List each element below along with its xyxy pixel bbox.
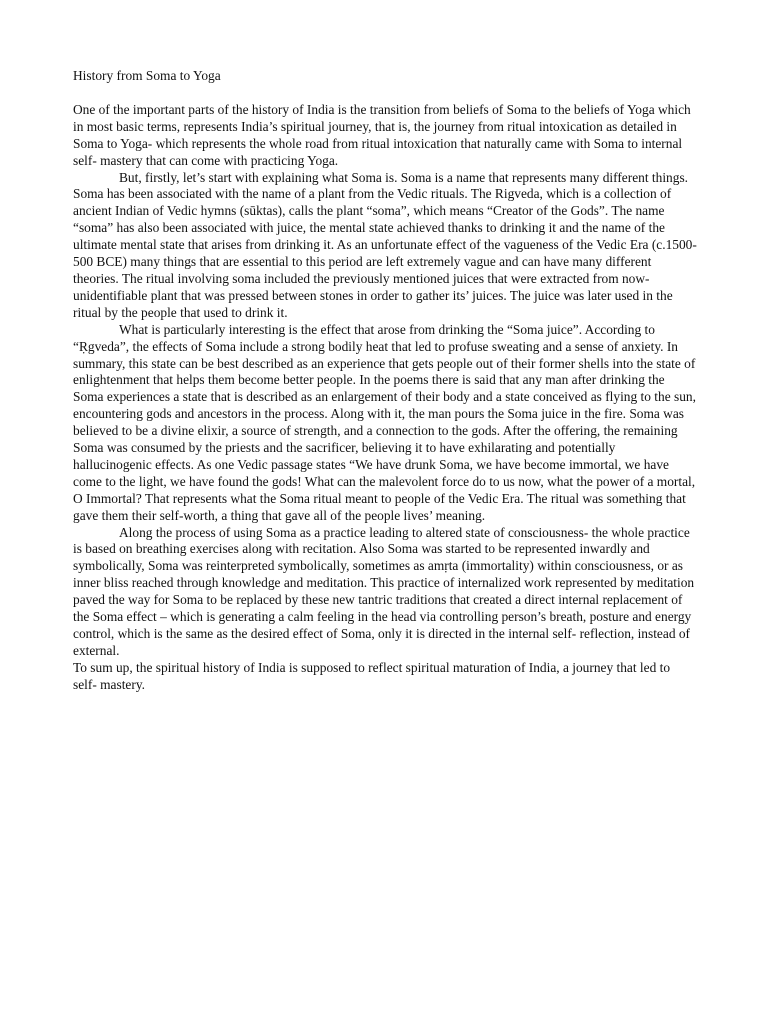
document-page bbox=[73, 68, 697, 694]
paragraph-what-is-soma: But, firstly, let’s start with explaining what Soma is. Soma is a name that represents many different things. Soma has been associated with the name of a plant from the Vedic rituals. The Rigveda, which is a collection of ancient Indian of Vedic hymns (sūktas), calls the plant “soma”, which means “Creator of the Gods”. The name “soma” has also been associated with juice, the mental state achieved thanks to drinking it and the name of the ultimate mental state that arises from drinking it. As an unfortunate effect of the vagueness of the Vedic Era (c.1500-500 BCE) many things that are essential to this period are left extremely vague and can have many different theories. The ritual involving soma included the previously mentioned juices that were extracted from now-unidentifiable plant that was pressed between stones in order to gather its’ juices. The juice was later used in the ritual by the people that used to drink it. bbox=[73, 169, 697, 320]
paragraph-intro: One of the important parts of the history of India is the transition from beliefs of Soma to the beliefs of Yoga which in most basic terms, represents India’s spiritual journey, that is, the journey from ritual intoxication as detailed in Soma to Yoga- which represents the whole road from ritual intoxication that naturally came with Soma to internal self- mastery that can come with practicing Yoga. bbox=[73, 101, 691, 168]
document-title: History from Soma to Yoga bbox=[73, 68, 221, 83]
paragraph-soma-effects: What is particularly interesting is the effect that arose from drinking the “Soma juice”. According to “Ṛgveda”, the effects of Soma include a strong bodily heat that led to profuse sweating and a sense of anxiety. In summary, this state can be best described as an experience that gets people out of their former shells into the state of enlightenment that helps them become better people. In the poems there is said that any man after drinking the Soma experiences a state that is described as an enlargement of their body and a state conceived as flying to the sun, encountering gods and ancestors in the process. Along with it, the man pours the Soma juice in the fire. Soma was believed to be a divine elixir, a source of strength, and a connection to the gods. After the offering, the remaining Soma was consumed by the priests and the sacrificer, believing it to have exhilarating and potentially hallucinogenic effects. As one Vedic passage states “We have drunk Soma, we have become immortal, we have come to the light, we have found the gods! What can the malevolent force do to us now, what the power of a mortal, O Immortal? That represents what the Soma ritual meant to people of the Vedic Era. The ritual was something that gave them their self-worth, a thing that gave all of the people lives’ meaning. bbox=[73, 321, 696, 523]
paragraph-soma-to-meditation: Along the process of using Soma as a practice leading to altered state of consciousness- the whole practice is based on breathing exercises along with recitation. Also Soma was started to be represented inwardly and symbolically, Soma was reinterpreted symbolically, sometimes as amṛta (immortality) within consciousness, or as inner bliss reached through knowledge and meditation. This practice of internalized work represented by meditation paved the way for Soma to be replaced by these new tantric traditions that created a direct internal replacement of the Soma effect – which is generating a calm feeling in the head via controlling person’s breath, posture and energy control, which is the same as the desired effect of Soma, only it is directed in the internal self- reflection, instead of external. bbox=[73, 524, 695, 658]
paragraph-conclusion: To sum up, the spiritual history of India is supposed to reflect spiritual maturation of India, a journey that led to self- mastery. bbox=[73, 659, 671, 692]
